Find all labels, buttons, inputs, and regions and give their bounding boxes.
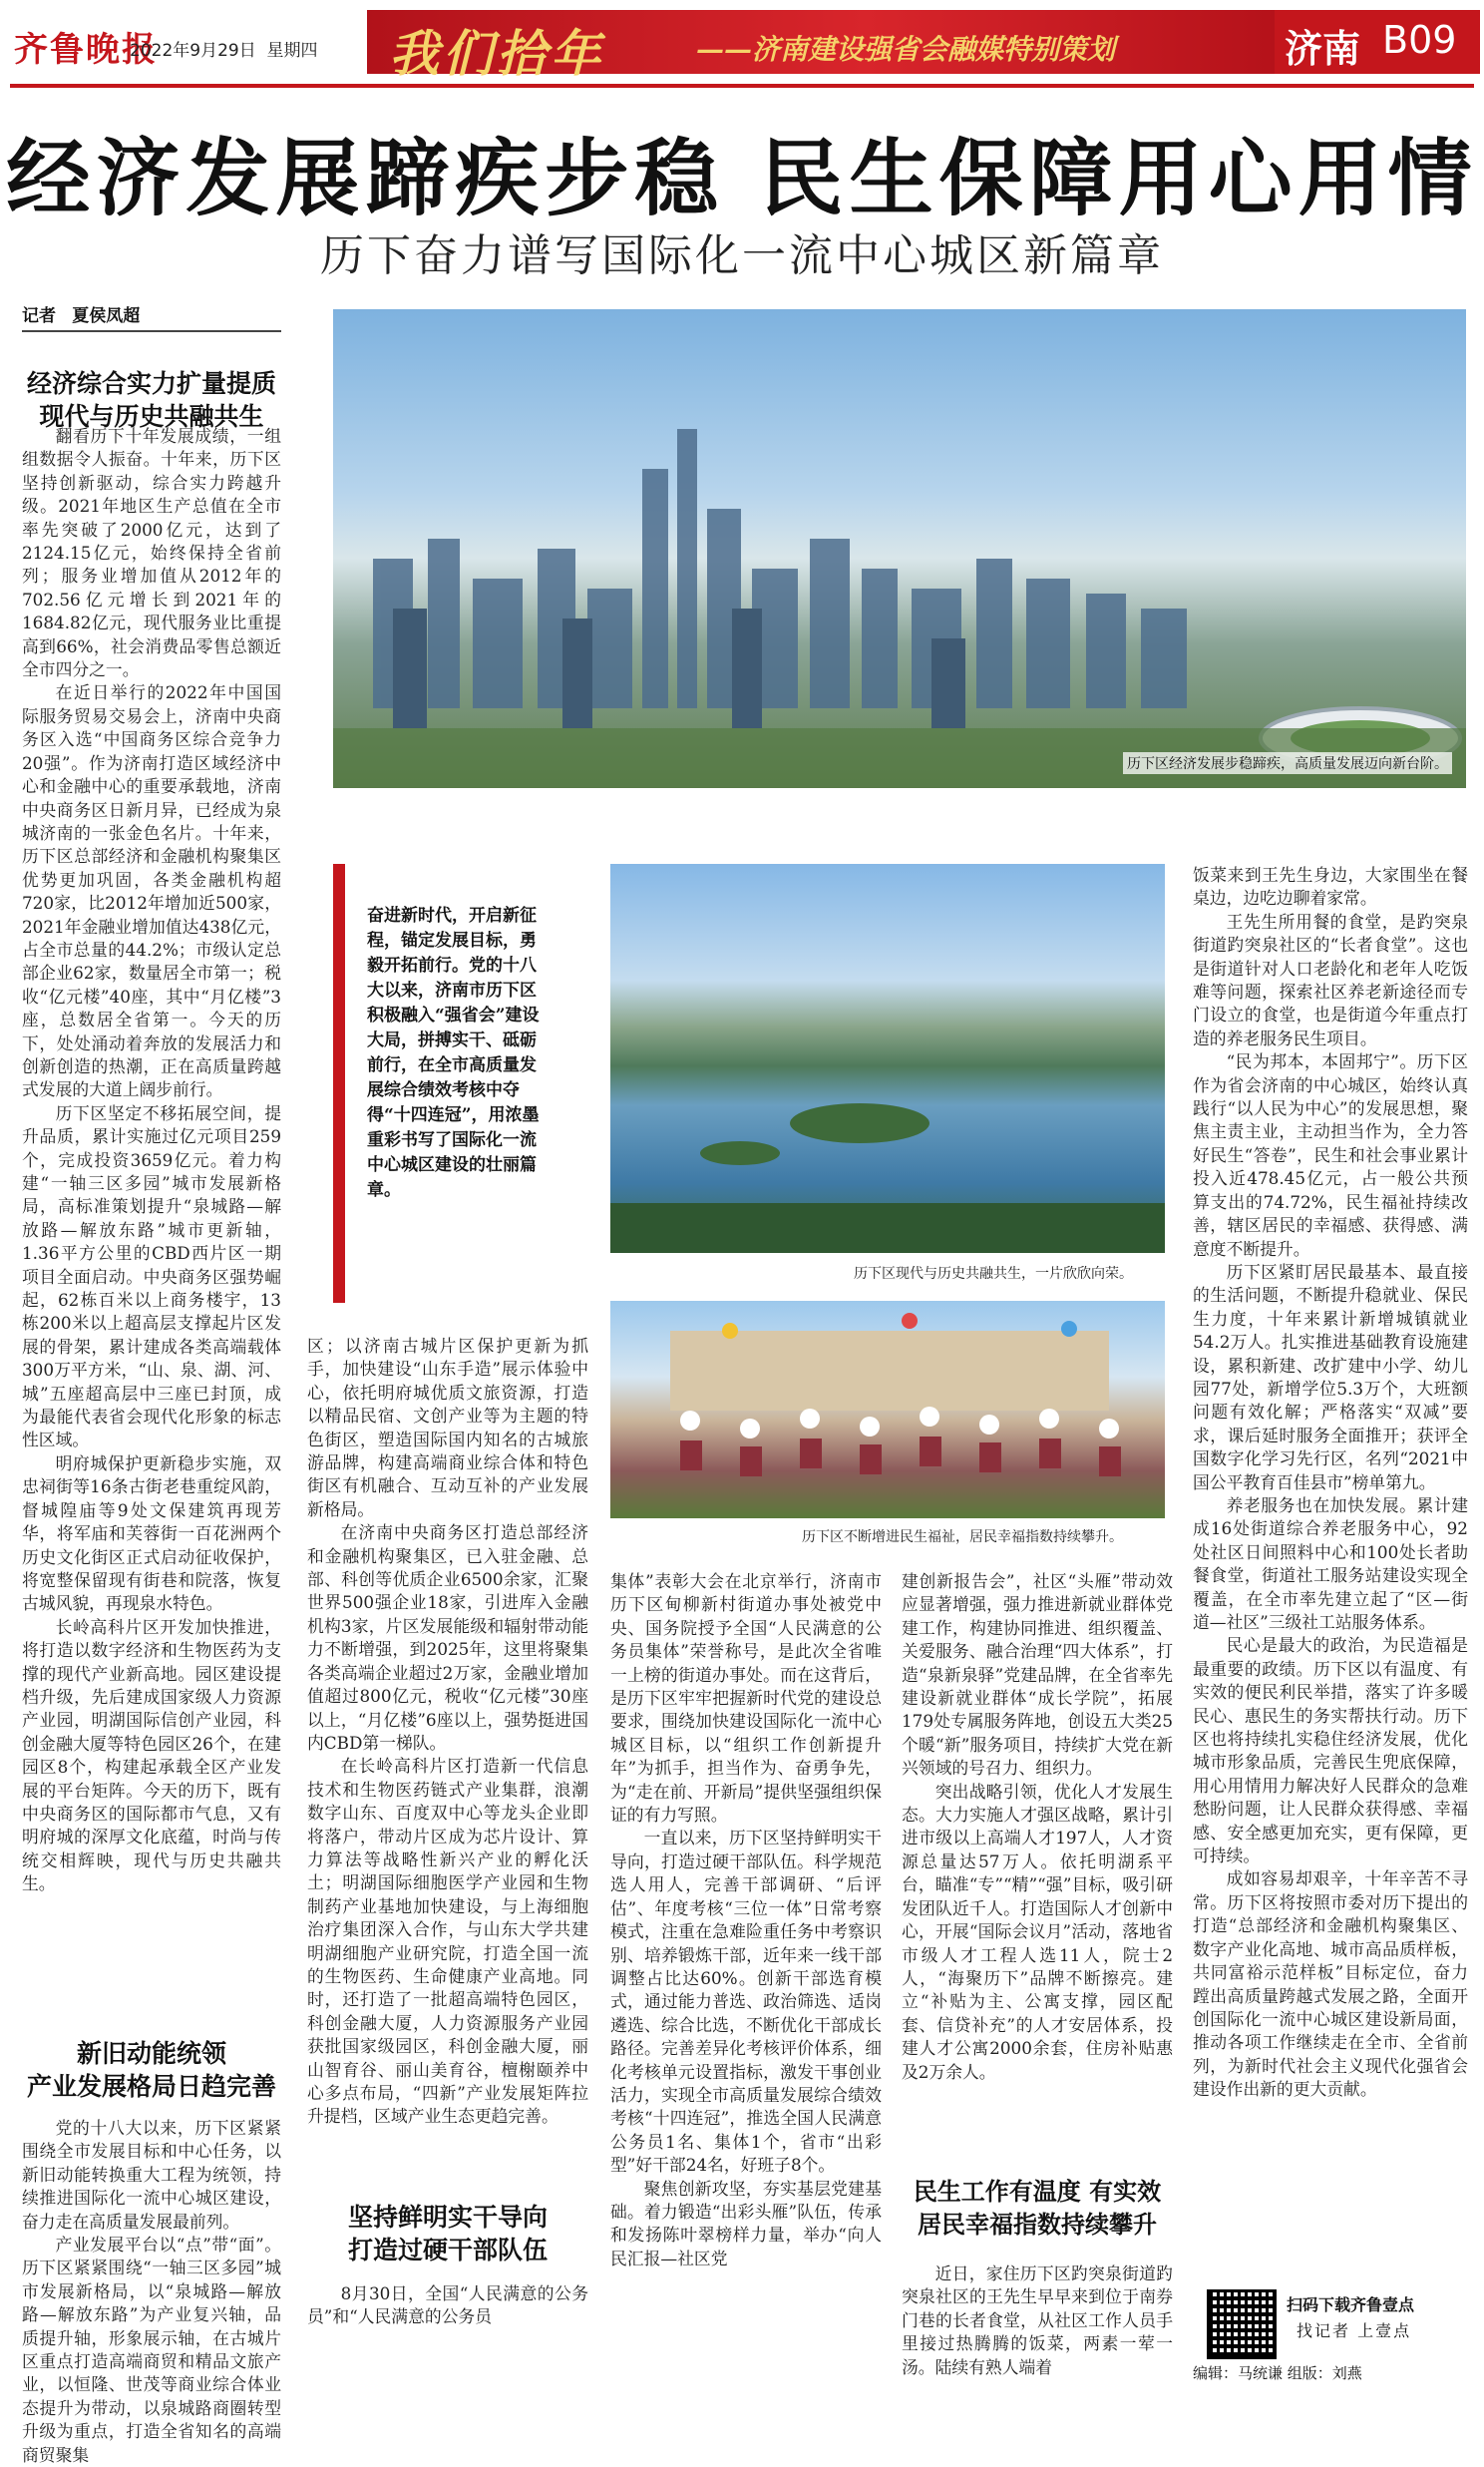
editor-credit: 编辑：马统谦 组版：刘燕 (1193, 2364, 1362, 2382)
paragraph: 翻看历下十年发展成绩，一组组数据令人振奋。十年来，历下区坚持创新驱动，综合实力跨越升级。2021年地区生产总值在全市率先突破了2000亿元，达到了2124.15亿元，始终保持全省前列；服务业增加值从2012年的702.56亿元增长到2021年的1684.82亿元，现代服务业比重提高到66%，社会消费品零售总额近全市四分之一。 (22, 426, 281, 680)
article-column-4 (902, 1570, 1173, 2084)
article-column-1 (22, 425, 281, 1896)
paragraph: 突出战略引领，优化人才发展生态。大力实施人才强区战略，累计引进市级以上高端人才197人，人才资源总量达57万人。依托明湖系平台，瞄准“专”“精”“强”目标，吸引研发团队近千人。打造国际人才创新中心，开展“国际会议月”活动，落地省市级人才工程人选11人，院士2人，“海聚历下”品牌不断擦亮。建立“补贴为主、公寓支撑，园区配套、信贷补充”的人才安居体系，投建人才公寓2000余套，住房补贴惠及2万余人。 (902, 1781, 1173, 2082)
students-illustration (610, 1301, 1165, 1518)
paragraph: 在济南中央商务区打造总部经济和金融机构聚集区，已入驻金融、总部、科创等优质企业6500余家，汇聚世界500强企业18家，引进库入金融机构3家，片区发展能级和辐射带动能力不断增强，到2025年，这里将聚集各类高端企业超过2万家，金融业增加值超过800亿元，税收“亿元楼”30座以上，“月亿楼”6座以上，强势挺进国内CBD第一梯队。 (307, 1522, 588, 1753)
byline-label: 记者 (22, 306, 56, 326)
qr-code-icon[interactable] (1207, 2289, 1277, 2359)
quote-bar (333, 864, 345, 1303)
paragraph: 在近日举行的2022年中国国际服务贸易交易会上，济南中央商务区入选“中国商务区综合竞争力20强”。作为济南打造区域经济中心和金融中心的重要承载地，济南中央商务区日新月异，已经成为泉城济南的一张金色名片。十年来，历下区总部经济和金融机构聚集区优势更加巩固，各类金融机构超720家，比2012年增加近500家，2021年金融业增加值达438亿元，占全市总量的44.2%；市级认定总部企业62家，数量居全市第一；税收“亿元楼”40座，其中“月亿楼”3座，总数居全省第一。今天的历下，处处涌动着奔放的发展活力和创新创造的热潮，正在高质量跨越式发展的大道上阔步前行。 (22, 682, 281, 1100)
article-subtitle: 历下奋力谱写国际化一流中心城区新篇章 (320, 230, 1164, 281)
page-header (0, 0, 1484, 92)
paragraph: 区；以济南古城片区保护更新为抓手，加快建设“山东手造”展示体验中心，依托明府城优质文旅资源，打造以精品民宿、文创产业等为主题的特色街区，塑造国际国内知名的古城旅游品牌，构建高端商业综合体和特色街区有机融合、互动互补的产业发展新格局。 (307, 1336, 588, 1519)
heading-line: 民生工作有温度 有实效 (913, 2177, 1162, 2206)
special-banner (367, 10, 1275, 83)
paragraph: 党的十八大以来，历下区紧紧围绕全市发展目标和中心任务，以新旧动能转换重大工程为统领，持续推进国际化一流中心城区建设，奋力走在高质量发展最前列。 (22, 2118, 281, 2232)
heading-line: 居民幸福指数持续攀升 (918, 2210, 1157, 2239)
article-column-1b (22, 2117, 281, 2467)
photo-city-skyline (333, 309, 1466, 788)
paragraph: 8月30日，全国“人民满意的公务员”和“人民满意的公务员 (307, 2283, 588, 2327)
paragraph: 近日，家住历下区趵突泉街道趵突泉社区的王先生早早来到位于南券门巷的长者食堂，从社区工作人员手里接过热腾腾的饭菜，两素一荤一汤。陆续有熟人端着 (902, 2263, 1173, 2377)
photo-students (610, 1301, 1165, 1518)
issue-date (130, 36, 318, 61)
heading-line: 经济综合实力扩量提质 (26, 369, 276, 398)
paragraph: 长岭高科片区开发加快推进，将打造以数字经济和生物医药为支撑的现代产业新高地。园区建设提档升级，先后建成国家级人力资源产业园，明湖国际信创产业园，科创金融大厦等特色园区26个，在建园区8个，构建起承载全区产业发展的平台矩阵。今天的历下，既有中央商务区的国际都市气息，又有明府城的深厚文化底蕴，时尚与传统交相辉映，现代与历史共融共生。 (22, 1616, 281, 1894)
paragraph: “民为邦本，本固邦宁”。历下区作为省会济南的中心城区，始终认真践行“以人民为中心”的发展思想，聚焦主责主业，主动担当作为，全力答好民生“答卷”，民生和社会事业累计投入近478.45亿元，占一般公共预算支出的74.72%，民生福祉持续改善，辖区居民的幸福感、获得感、满意度不断提升。 (1193, 1051, 1468, 1259)
section-heading-2 (22, 2037, 281, 2103)
heading-line: 新旧动能统领 (76, 2039, 226, 2068)
qr-sublabel: 找记者 上壹点 (1297, 2321, 1412, 2340)
photo1-caption: 历下区经济发展步稳蹄疾，高质量发展迈向新台阶。 (1123, 752, 1452, 774)
article-column-2 (307, 1335, 588, 2129)
paragraph: 民心是最大的政治，为民造福是最重要的政绩。历下区以有温度、有实效的便民利民举措，落实了许多暖民心、惠民生的务实帮扶行动。历下区也将持续扎实稳住经济发展，优化城市形象品质，完善民生兜底保障，用心用情用力解决好人民群众的急难愁盼问题，让人民群众获得感、幸福感、安全感更加充实，更有保障，更可持续。 (1193, 1635, 1468, 1866)
photo2-caption: 历下区现代与历史共融共生，一片欣欣向荣。 (854, 1266, 1133, 1282)
section-name: 济南 (1285, 27, 1361, 71)
date-text: 2022年9月29日 (130, 41, 256, 61)
qr-label: 扫码下载齐鲁壹点 (1287, 2295, 1415, 2314)
section-heading-4 (902, 2175, 1173, 2241)
paragraph: 一直以来，历下区坚持鲜明实干导向，打造过硬干部队伍。科学规范选人用人，完善干部调研、“后评估”、年度考核“三位一体”日常考察模式，注重在急难险重任务中考察识别、培养锻炼干部，近年来一线干部调整占比达60%。创新干部选育模式，通过能力普选、政治筛选、适岗遴选、综合比选，不断优化干部成长路径。完善差异化考核评价体系，细化考核单元设置指标，激发干事创业活力，实现全市高质量发展综合绩效考核“十四连冠”，推选全国人民满意公务员1名、集体1个，省市“出彩型”好干部24名，好班子8个。 (610, 1828, 882, 2176)
photo3-caption: 历下区不断增进民生福祉，居民幸福指数持续攀升。 (802, 1529, 1123, 1545)
paragraph: 在长岭高科片区打造新一代信息技术和生物医药链式产业集群，浪潮数字山东、百度双中心等龙头企业即将落户，带动片区成为芯片设计、算力算法等战略性新兴产业的孵化沃土；明湖国际细胞医学产业园和生物制药产业基地加快建设，与上海细胞治疗集团深入合作，与山东大学共建明湖细胞产业研究院，打造全国一流的生物医药、生命健康产业高地。同时，还打造了一批超高端特色园区，科创金融大厦，人力资源服务产业园获批国家级园区，科创金融大厦，丽山智育谷、丽山美育谷，檀榭颐养中心多点布局，“四新”产业发展矩阵拉升提档，区域产业生态更趋完善。 (307, 1756, 588, 2127)
paragraph: 产业发展平台以“点”带“面”。历下区紧紧围绕“一轴三区多园”城市发展新格局，以“泉城路—解放路—解放东路”为产业复兴轴，品质提升轴，形象展示轴，在古城片区重点打造高端商贸和精品文旅产业，以恒隆、世茂等商业综合体业态提升为带动，以泉城路商圈转型升级为重点，打造全省知名的高端商贸聚集 (22, 2235, 281, 2465)
heading-line: 坚持鲜明实干导向 (347, 2203, 548, 2232)
paragraph: 集体”表彰大会在北京举行，济南市历下区甸柳新村街道办事处被党中央、国务院授予全国“人民满意的公务员集体”荣誉称号，是此次全省唯一上榜的街道办事处。而在这背后，是历下区牢牢把握新时代党的建设总要求，围绕加快建设国际化一流中心城区目标，以“组织工作创新提升年”为抓手，担当作为、奋勇争先，为“走在前、开新局”提供坚强组织保证的有力写照。 (610, 1571, 882, 1826)
photo-lake-scenery (610, 864, 1165, 1253)
lake-illustration (610, 864, 1165, 1253)
byline-name: 夏侯凤超 (72, 306, 141, 326)
section-box (1275, 10, 1480, 74)
banner-title: 我们拾年 (389, 24, 604, 83)
section-heading-3 (307, 2201, 588, 2266)
article-column-2b (307, 2282, 588, 2329)
paragraph: 饭菜来到王先生身边，大家围坐在餐桌边，边吃边聊着家常。 (1193, 865, 1468, 909)
byline (22, 301, 281, 332)
banner-subtitle: ——济南建设强省会融媒特别策划 (696, 33, 1116, 66)
paragraph: 建创新报告会”，社区“头雁”带动效应显著增强，强力推进新就业群体党建工作，构建协同推进、组织覆盖、关爱服务、融合治理“四大体系”，打造“泉新泉驿”党建品牌，在全省率先建设新就业群体“成长学院”，拓展179处专属服务阵地，创设五大类25个暖“新”服务项目，持续扩大党在新兴领域的号召力、组织力。 (902, 1571, 1173, 1779)
heading-line: 打造过硬干部队伍 (347, 2236, 548, 2264)
heading-line: 产业发展格局日趋完善 (26, 2072, 276, 2101)
paragraph: 养老服务也在加快发展。累计建成16处街道综合养老服务中心，92处社区日间照料中心和100处长者助餐食堂，街道社工服务站建设实现全覆盖，在全市率先建立起了“区—街道—社区”三级社工站服务体系。 (1193, 1494, 1468, 1632)
section-heading-1 (22, 367, 281, 433)
heading-line: 现代与历史共融共生 (39, 402, 264, 431)
paragraph: 聚焦创新攻坚，夯实基层党建基础。着力锻造“出彩头雁”队伍，传承和发扬陈叶翠榜样力量，举办“向人民汇报—社区党 (610, 2178, 882, 2268)
article-column-4b (902, 2262, 1173, 2379)
pull-quote (333, 864, 543, 1303)
paragraph: 历下区紧盯居民最基本、最直接的生活问题，不断提升稳就业、保民生力度，十年来累计新增城镇就业54.2万人。扎实推进基础教育设施建设，累积新建、改扩建中小学、幼儿园77处，新增学位5.3万个，大班额问题有效化解；严格落实“双减”要求，课后延时服务全面推开；获评全国数字化学习先行区，名列“2021中国公平教育百佳县市”榜单第九。 (1193, 1261, 1468, 1492)
article-column-5 (1193, 864, 1468, 2102)
header-rule (10, 84, 1474, 88)
skyline-illustration (333, 309, 1466, 788)
paragraph: 明府城保护更新稳步实施，双忠祠街等16条古街老巷重绽风韵，督城隍庙等9处文保建筑再现芳华，将军庙和芙蓉街一百花洲两个历史文化街区正式启动征收保护，将宽整保留现有街巷和院落，恢复古城风貌，再现泉水特色。 (22, 1452, 281, 1614)
article-title: 经济发展蹄疾步稳 民生保障用心用情 (6, 129, 1478, 227)
paragraph: 王先生所用餐的食堂，是趵突泉街道趵突泉社区的“长者食堂”。这也是街道针对人口老龄化和老年人吃饭难等问题，探索社区养老新途径而专门设立的食堂，也是街道今年重点打造的养老服务民生项目。 (1193, 911, 1468, 1048)
quote-text: 奋进新时代，开启新征程，锚定发展目标，勇毅开拓前行。党的十八大以来，济南市历下区积极融入“强省会”建设大局，拼搏实干、砥砺前行，在全市高质量发展综合绩效考核中夺得“十四连冠”，用浓墨重彩书写了国际化一流中心城区建设的壮丽篇章。 (367, 906, 540, 1200)
page-number: B09 (1382, 18, 1457, 62)
paragraph: 历下区坚定不移拓展空间，提升品质，累计实施过亿元项目259个，完成投资3659亿元。着力构建“一轴三区多园”城市发展新格局，高标准策划提升“泉城路—解放路—解放东路”城市更新轴，1.36平方公里的CBD西片区一期项目全面启动。中央商务区强势崛起，62栋百米以上商务楼宇，13栋200米以上超高层支撑起片区发展的骨架，累计建成各类高端载体300万平方米，“山、泉、湖、河、城”五座超高层中三座已封顶，成为最能代表省会现代化形象的标志性区域。 (22, 1102, 281, 1450)
weekday-text: 星期四 (266, 41, 318, 61)
paragraph: 成如容易却艰辛，十年辛苦不寻常。历下区将按照市委对历下提出的打造“总部经济和金融机构聚集区、数字产业化高地、城市高品质样板，共同富裕示范样板”目标定位，奋力蹚出高质量跨越式发展之路，全面开创国际化一流中心城区建设新局面，推动各项工作继续走在全市、全省前列，为新时代社会主义现代化强省会建设作出新的更大贡献。 (1193, 1868, 1468, 2100)
article-column-3 (610, 1570, 882, 2270)
newspaper-logo: 齐鲁晚报 (14, 30, 158, 70)
